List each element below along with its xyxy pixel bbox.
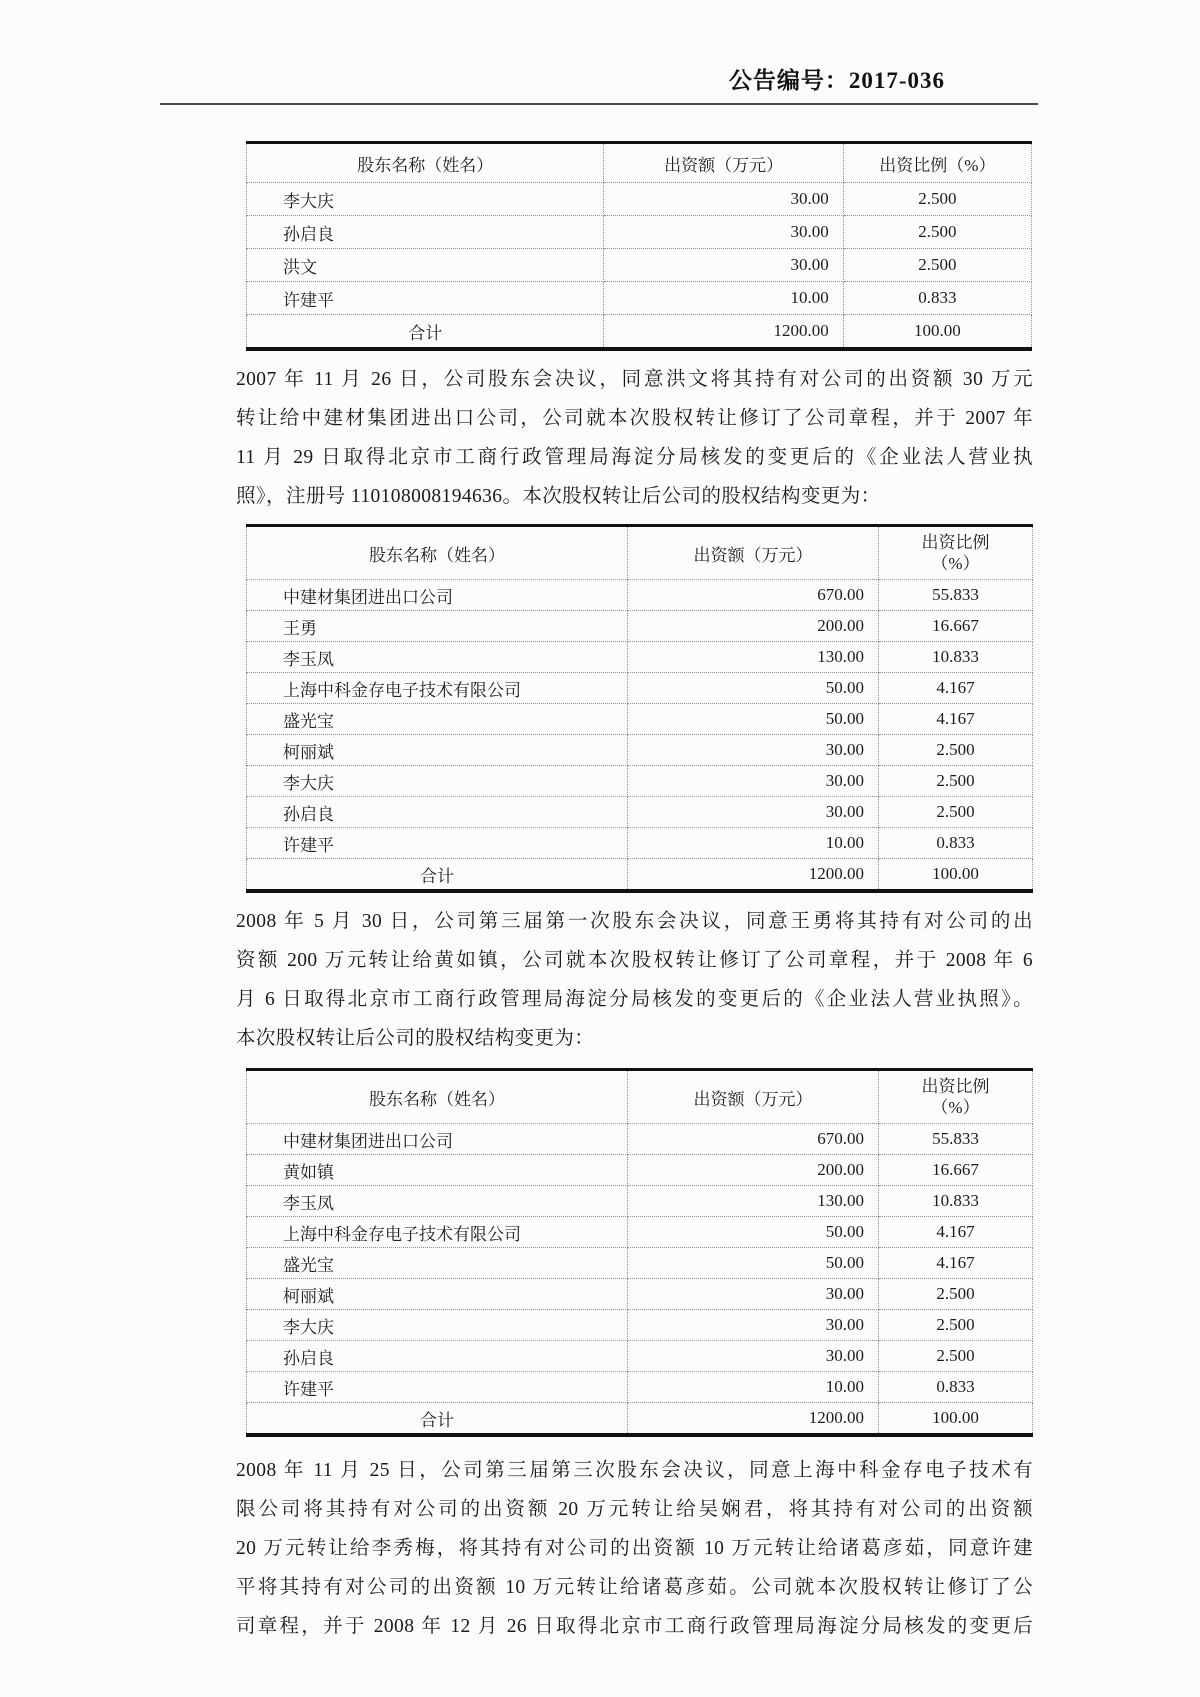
shareholder-name-cell: 王勇 xyxy=(247,611,628,642)
amount-cell: 670.00 xyxy=(628,1124,879,1155)
col-header-shareholder: 股东名称（姓名） xyxy=(247,1070,628,1124)
table-row xyxy=(247,766,1033,797)
amount-cell: 50.00 xyxy=(628,1217,879,1248)
total-row xyxy=(247,315,1032,350)
amount-cell: 30.00 xyxy=(604,183,843,216)
shareholder-name-cell: 李大庆 xyxy=(247,766,628,797)
amount-cell: 30.00 xyxy=(628,766,879,797)
percent-cell: 55.833 xyxy=(879,580,1033,611)
amount-cell: 30.00 xyxy=(628,1341,879,1372)
text-line: 本次股权转让后公司的股权结构变更为： xyxy=(236,1028,595,1049)
paragraph-2008-nov-transfer xyxy=(236,1451,1033,1646)
text-line: 2008 年 5 月 30 日，公司第三届第一次股东会决议，同意王勇将其持有对公司的出 xyxy=(236,911,1033,932)
text-line: 月 6 日取得北京市工商行政管理局海淀分局核发的变更后的《企业法人营业执照》。 xyxy=(236,989,1033,1010)
percent-cell: 10.833 xyxy=(879,1186,1033,1217)
amount-cell: 1200.00 xyxy=(628,1403,879,1436)
text-line: 11 月 29 日取得北京市工商行政管理局海淀分局核发的变更后的《企业法人营业执 xyxy=(236,447,1033,468)
shareholder-name-cell: 中建材集团进出口公司 xyxy=(247,1124,628,1155)
page-content xyxy=(236,141,1033,1646)
header-rule xyxy=(160,103,1038,105)
table-row xyxy=(247,642,1033,673)
percent-cell: 2.500 xyxy=(879,766,1033,797)
paragraph-2007-transfer xyxy=(236,360,1033,516)
shareholder-name-cell: 合计 xyxy=(247,315,604,350)
amount-cell: 130.00 xyxy=(628,1186,879,1217)
col-header-percent-line2: （%） xyxy=(931,554,980,573)
percent-cell: 2.500 xyxy=(879,1279,1033,1310)
amount-cell: 10.00 xyxy=(628,1372,879,1403)
col-header-percent xyxy=(879,1070,1033,1124)
table-header-row xyxy=(247,1070,1033,1124)
percent-cell: 10.833 xyxy=(879,642,1033,673)
shareholder-name-cell: 柯丽斌 xyxy=(247,1279,628,1310)
text-line: 平将其持有对公司的出资额 10 万元转让给诸葛彦茹。公司就本次股权转让修订了公 xyxy=(236,1577,1033,1598)
col-header-percent xyxy=(879,526,1033,580)
text-line: 资额 200 万元转让给黄如镇，公司就本次股权转让修订了公司章程，并于 2008 年 6 xyxy=(236,950,1033,971)
table-row xyxy=(247,1279,1033,1310)
amount-cell: 30.00 xyxy=(604,216,843,249)
shareholder-name-cell: 许建平 xyxy=(247,1372,628,1403)
percent-cell: 2.500 xyxy=(879,797,1033,828)
col-header-percent-line1: 出资比例 xyxy=(921,1077,990,1096)
col-header-percent-line1: 出资比例 xyxy=(921,533,990,552)
percent-cell: 2.500 xyxy=(843,249,1031,282)
amount-cell: 50.00 xyxy=(628,673,879,704)
shareholder-name-cell: 孙启良 xyxy=(247,216,604,249)
shareholder-name-cell: 洪文 xyxy=(247,249,604,282)
total-row xyxy=(247,859,1033,892)
percent-cell: 0.833 xyxy=(879,828,1033,859)
col-header-percent: 出资比例（%） xyxy=(843,143,1031,183)
table-row xyxy=(247,704,1033,735)
text-line: 转让给中建材集团进出口公司，公司就本次股权转让修订了公司章程，并于 2007 年 xyxy=(236,408,1033,429)
amount-cell: 30.00 xyxy=(628,1310,879,1341)
shareholder-name-cell: 上海中科金存电子技术有限公司 xyxy=(247,673,628,704)
total-row xyxy=(247,1403,1033,1436)
percent-cell: 55.833 xyxy=(879,1124,1033,1155)
shareholder-name-cell: 盛光宝 xyxy=(247,704,628,735)
shareholder-name-cell: 李大庆 xyxy=(247,183,604,216)
percent-cell: 4.167 xyxy=(879,704,1033,735)
percent-cell: 2.500 xyxy=(843,216,1031,249)
shareholder-name-cell: 李玉凤 xyxy=(247,642,628,673)
percent-cell: 100.00 xyxy=(879,1403,1033,1436)
table-row xyxy=(247,1124,1033,1155)
amount-cell: 30.00 xyxy=(628,735,879,766)
amount-cell: 30.00 xyxy=(628,1279,879,1310)
percent-cell: 16.667 xyxy=(879,611,1033,642)
percent-cell: 0.833 xyxy=(879,1372,1033,1403)
text-line: 司章程，并于 2008 年 12 月 26 日取得北京市工商行政管理局海淀分局核发的变更后 xyxy=(236,1616,1033,1637)
col-header-amount: 出资额（万元） xyxy=(604,143,843,183)
percent-cell: 0.833 xyxy=(843,282,1031,315)
table-row xyxy=(247,673,1033,704)
table-row xyxy=(247,183,1032,216)
table-row xyxy=(247,1155,1033,1186)
paragraph-2008-may-transfer xyxy=(236,902,1033,1058)
amount-cell: 200.00 xyxy=(628,1155,879,1186)
percent-cell: 4.167 xyxy=(879,673,1033,704)
table-header-row xyxy=(247,143,1032,183)
table-row xyxy=(247,249,1032,282)
shareholder-name-cell: 许建平 xyxy=(247,828,628,859)
shareholder-table-2 xyxy=(246,524,1033,893)
table-row xyxy=(247,1341,1033,1372)
table-row xyxy=(247,580,1033,611)
table-header-row xyxy=(247,526,1033,580)
percent-cell: 4.167 xyxy=(879,1248,1033,1279)
shareholder-name-cell: 合计 xyxy=(247,1403,628,1436)
shareholder-name-cell: 合计 xyxy=(247,859,628,892)
amount-cell: 50.00 xyxy=(628,1248,879,1279)
text-line: 2007 年 11 月 26 日，公司股东会决议，同意洪文将其持有对公司的出资额 30 万元 xyxy=(236,369,1033,390)
percent-cell: 2.500 xyxy=(879,1310,1033,1341)
table-row xyxy=(247,1248,1033,1279)
amount-cell: 130.00 xyxy=(628,642,879,673)
table-row xyxy=(247,797,1033,828)
shareholder-name-cell: 黄如镇 xyxy=(247,1155,628,1186)
shareholder-name-cell: 柯丽斌 xyxy=(247,735,628,766)
table-row xyxy=(247,611,1033,642)
text-line: 20 万元转让给李秀梅，将其持有对公司的出资额 10 万元转让给诸葛彦茹，同意许建 xyxy=(236,1538,1033,1559)
percent-cell: 16.667 xyxy=(879,1155,1033,1186)
percent-cell: 2.500 xyxy=(879,1341,1033,1372)
amount-cell: 200.00 xyxy=(628,611,879,642)
shareholder-name-cell: 李玉凤 xyxy=(247,1186,628,1217)
table-row xyxy=(247,1217,1033,1248)
col-header-amount: 出资额（万元） xyxy=(628,1070,879,1124)
amount-cell: 670.00 xyxy=(628,580,879,611)
amount-cell: 10.00 xyxy=(604,282,843,315)
text-line: 限公司将其持有对公司的出资额 20 万元转让给吴娴君，将其持有对公司的出资额 xyxy=(236,1499,1033,1520)
shareholder-name-cell: 上海中科金存电子技术有限公司 xyxy=(247,1217,628,1248)
table-row xyxy=(247,1310,1033,1341)
shareholder-name-cell: 孙启良 xyxy=(247,1341,628,1372)
amount-cell: 1200.00 xyxy=(628,859,879,892)
shareholder-name-cell: 许建平 xyxy=(247,282,604,315)
shareholder-name-cell: 盛光宝 xyxy=(247,1248,628,1279)
percent-cell: 2.500 xyxy=(879,735,1033,766)
table-row xyxy=(247,828,1033,859)
text-line: 照》，注册号 110108008194636。本次股权转让后公司的股权结构变更为： xyxy=(236,486,881,507)
table-row xyxy=(247,216,1032,249)
amount-cell: 10.00 xyxy=(628,828,879,859)
col-header-shareholder: 股东名称（姓名） xyxy=(247,526,628,580)
text-line: 2008 年 11 月 25 日，公司第三届第三次股东会决议，同意上海中科金存电子技术有 xyxy=(236,1460,1033,1481)
amount-cell: 50.00 xyxy=(628,704,879,735)
shareholder-table-1 xyxy=(246,141,1032,351)
table-row xyxy=(247,735,1033,766)
amount-cell: 30.00 xyxy=(628,797,879,828)
shareholder-name-cell: 中建材集团进出口公司 xyxy=(247,580,628,611)
announcement-number: 公告编号：2017-036 xyxy=(728,68,945,93)
percent-cell: 100.00 xyxy=(843,315,1031,350)
amount-cell: 30.00 xyxy=(604,249,843,282)
col-header-percent-line2: （%） xyxy=(931,1098,980,1117)
shareholder-name-cell: 李大庆 xyxy=(247,1310,628,1341)
percent-cell: 4.167 xyxy=(879,1217,1033,1248)
amount-cell: 1200.00 xyxy=(604,315,843,350)
table-row xyxy=(247,1186,1033,1217)
percent-cell: 100.00 xyxy=(879,859,1033,892)
percent-cell: 2.500 xyxy=(843,183,1031,216)
col-header-amount: 出资额（万元） xyxy=(628,526,879,580)
shareholder-name-cell: 孙启良 xyxy=(247,797,628,828)
col-header-shareholder: 股东名称（姓名） xyxy=(247,143,604,183)
table-row xyxy=(247,1372,1033,1403)
shareholder-table-3 xyxy=(246,1068,1033,1437)
table-row xyxy=(247,282,1032,315)
